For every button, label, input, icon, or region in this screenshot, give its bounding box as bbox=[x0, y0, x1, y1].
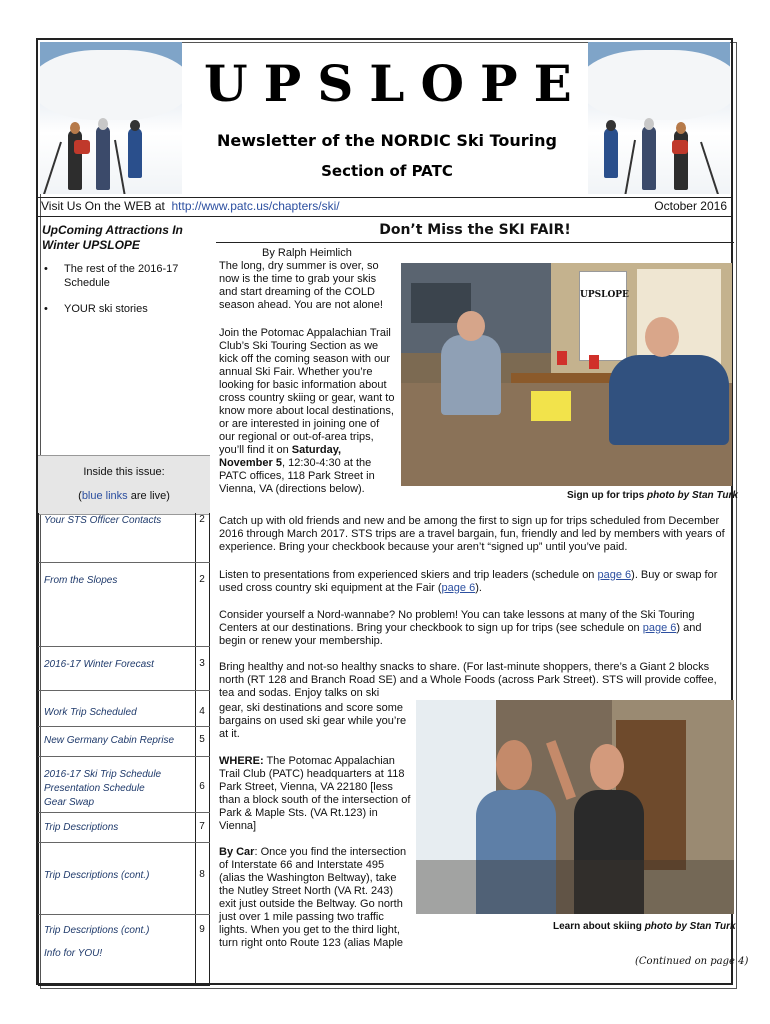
toc-entry[interactable]: Your STS Officer Contacts bbox=[44, 515, 162, 526]
inside-issue-note: (blue links are live) bbox=[78, 490, 170, 502]
toc-entry[interactable]: Trip Descriptions bbox=[44, 822, 119, 833]
toc-page: 2 bbox=[199, 574, 205, 585]
issue-date: October 2016 bbox=[654, 199, 727, 213]
header-photo-left bbox=[40, 42, 182, 194]
article-byline: By Ralph Heimlich bbox=[262, 247, 352, 259]
attraction-item: • The rest of the 2016-17 Schedule bbox=[44, 262, 210, 290]
toc-entry[interactable]: From the Slopes bbox=[44, 575, 118, 586]
toc-separator bbox=[38, 812, 210, 813]
toc-page: 2 bbox=[199, 514, 205, 525]
article-paragraph: Listen to presentations from experienced skiers and trip leaders (schedule on page 6). Buy or swap for used cross country ski equipment at the Fair (page 6). bbox=[219, 569, 718, 594]
page-6-link[interactable]: page 6 bbox=[441, 582, 476, 594]
article-paragraph: gear, ski destinations and score some bargains on used ski gear while you’re at it. bbox=[219, 702, 407, 740]
article-paragraph: Catch up with old friends and new and be among the first to sign up for trips scheduled from December 2016 through March 2017. STS trips are a travel bargain, fun, friendly and led by members with years of experience. Bring your checkbook because your aren’t “signed up” until you’ve paid. bbox=[219, 515, 725, 553]
toc-page: 8 bbox=[199, 869, 205, 880]
upslope-poster: UPSLOPE bbox=[579, 271, 627, 361]
toc-page: 6 bbox=[199, 781, 205, 792]
continued-note: (Continued on page 4) bbox=[635, 956, 749, 967]
article-paragraph: WHERE: The Potomac Appalachian Trail Club (PATC) headquarters at 118 Park Street, Vienna, VA 22180 [less than a block south of the intersection of Park & Maple Sts. (VA Rt.123) in Vienna] bbox=[219, 755, 411, 832]
page-6-link[interactable]: page 6 bbox=[642, 622, 677, 634]
toc-separator bbox=[38, 756, 210, 757]
photo2-caption: Learn about skiing photo by Stan Turk bbox=[553, 921, 736, 932]
toc-page: 5 bbox=[199, 734, 205, 745]
toc-entry[interactable]: Info for YOU! bbox=[44, 948, 103, 959]
upcoming-attractions-list bbox=[44, 262, 210, 328]
inside-issue-box bbox=[38, 455, 210, 515]
toc-page: 9 bbox=[199, 924, 205, 935]
website-link[interactable]: http://www.patc.us/chapters/ski/ bbox=[171, 199, 340, 213]
toc-separator bbox=[38, 646, 210, 647]
toc-entry[interactable]: Presentation Schedule bbox=[44, 783, 145, 794]
toc-entry[interactable]: Trip Descriptions (cont.) bbox=[44, 870, 150, 881]
web-line bbox=[38, 197, 733, 217]
toc-separator bbox=[38, 842, 210, 843]
toc-separator bbox=[38, 562, 210, 563]
masthead-subtitle: Newsletter of the NORDIC Ski Touring bbox=[217, 131, 557, 150]
ski-presentation-photo bbox=[416, 700, 734, 914]
photo1-caption: Sign up for trips photo by Stan Turk bbox=[567, 490, 738, 501]
attraction-item: • YOUR ski stories bbox=[44, 302, 210, 316]
inside-issue-title: Inside this issue: bbox=[83, 466, 165, 478]
toc-separator bbox=[38, 914, 210, 915]
page-6-link[interactable]: page 6 bbox=[597, 569, 632, 581]
upcoming-attractions-title: UpComing Attractions In Winter UPSLOPE bbox=[42, 223, 183, 252]
blue-links-text: blue links bbox=[81, 490, 128, 502]
article-paragraph: Bring healthy and not-so healthy snacks to share. (For last-minute shoppers, there’s a Giant 2 blocks north (RT 128 and Branch Road SE) and a Whole Foods (across Park Street). STS will provide coffee, tea and sodas. Enjoy talks on ski bbox=[219, 661, 717, 699]
toc-separator bbox=[38, 690, 210, 691]
web-prefix: Visit Us On the WEB at bbox=[41, 199, 165, 213]
masthead-title: UPSLOPE bbox=[204, 54, 588, 113]
toc-page: 3 bbox=[199, 658, 205, 669]
article-paragraph: Join the Potomac Appalachian Trail Club’s Ski Touring Section as we kick off the coming season with our annual Ski Fair. Whether you’re looking for basic information about cross country skiing or gear, want to know more about local destinations, or are interested in joining one of our regional or out-of-area trips, you’ll find it on Saturday, November 5, 12:30-4:30 at the PATC offices, 118 Park Street in Vienna, VA (directions below). bbox=[219, 327, 395, 495]
toc-entry[interactable]: Gear Swap bbox=[44, 797, 95, 808]
article-paragraph: Consider yourself a Nord-wannabe? No problem! You can take lessons at many of the Ski Touring Centers at our destinations. Bring your checkbook to sign up for trips (see schedule on page 6) and begin or renew your membership. bbox=[219, 609, 702, 647]
toc-entry[interactable]: Trip Descriptions (cont.) bbox=[44, 925, 150, 936]
toc-separator bbox=[38, 726, 210, 727]
article-headline: Don’t Miss the SKI FAIR! bbox=[216, 222, 734, 243]
toc-page: 7 bbox=[199, 821, 205, 832]
toc-entry[interactable]: 2016-17 Winter Forecast bbox=[44, 659, 154, 670]
toc-page: 4 bbox=[199, 706, 205, 717]
article-paragraph: By Car: Once you find the intersection of Interstate 66 and Interstate 495 (alias the Washington Beltway), take the Nutley Street North (VA Rt. 243) exit just outside the Beltway. Go north just over 1 mile passing two traffic lights. When you get to the third light, turn right onto Route 123 (alias Maple bbox=[219, 846, 407, 949]
toc-entry[interactable]: Work Trip Scheduled bbox=[44, 707, 137, 718]
ski-fair-photo bbox=[401, 263, 732, 486]
toc-entry[interactable]: 2016-17 Ski Trip Schedule bbox=[44, 769, 162, 780]
toc-entry[interactable]: New Germany Cabin Reprise bbox=[44, 735, 175, 746]
header-photo-right bbox=[588, 42, 730, 194]
article-paragraph: The long, dry summer is over, so now is the time to grab your skis and start dreaming of the COLD season ahead. You are not alone! bbox=[219, 260, 383, 311]
masthead-subtitle-line2: Section of PATC bbox=[321, 162, 453, 180]
